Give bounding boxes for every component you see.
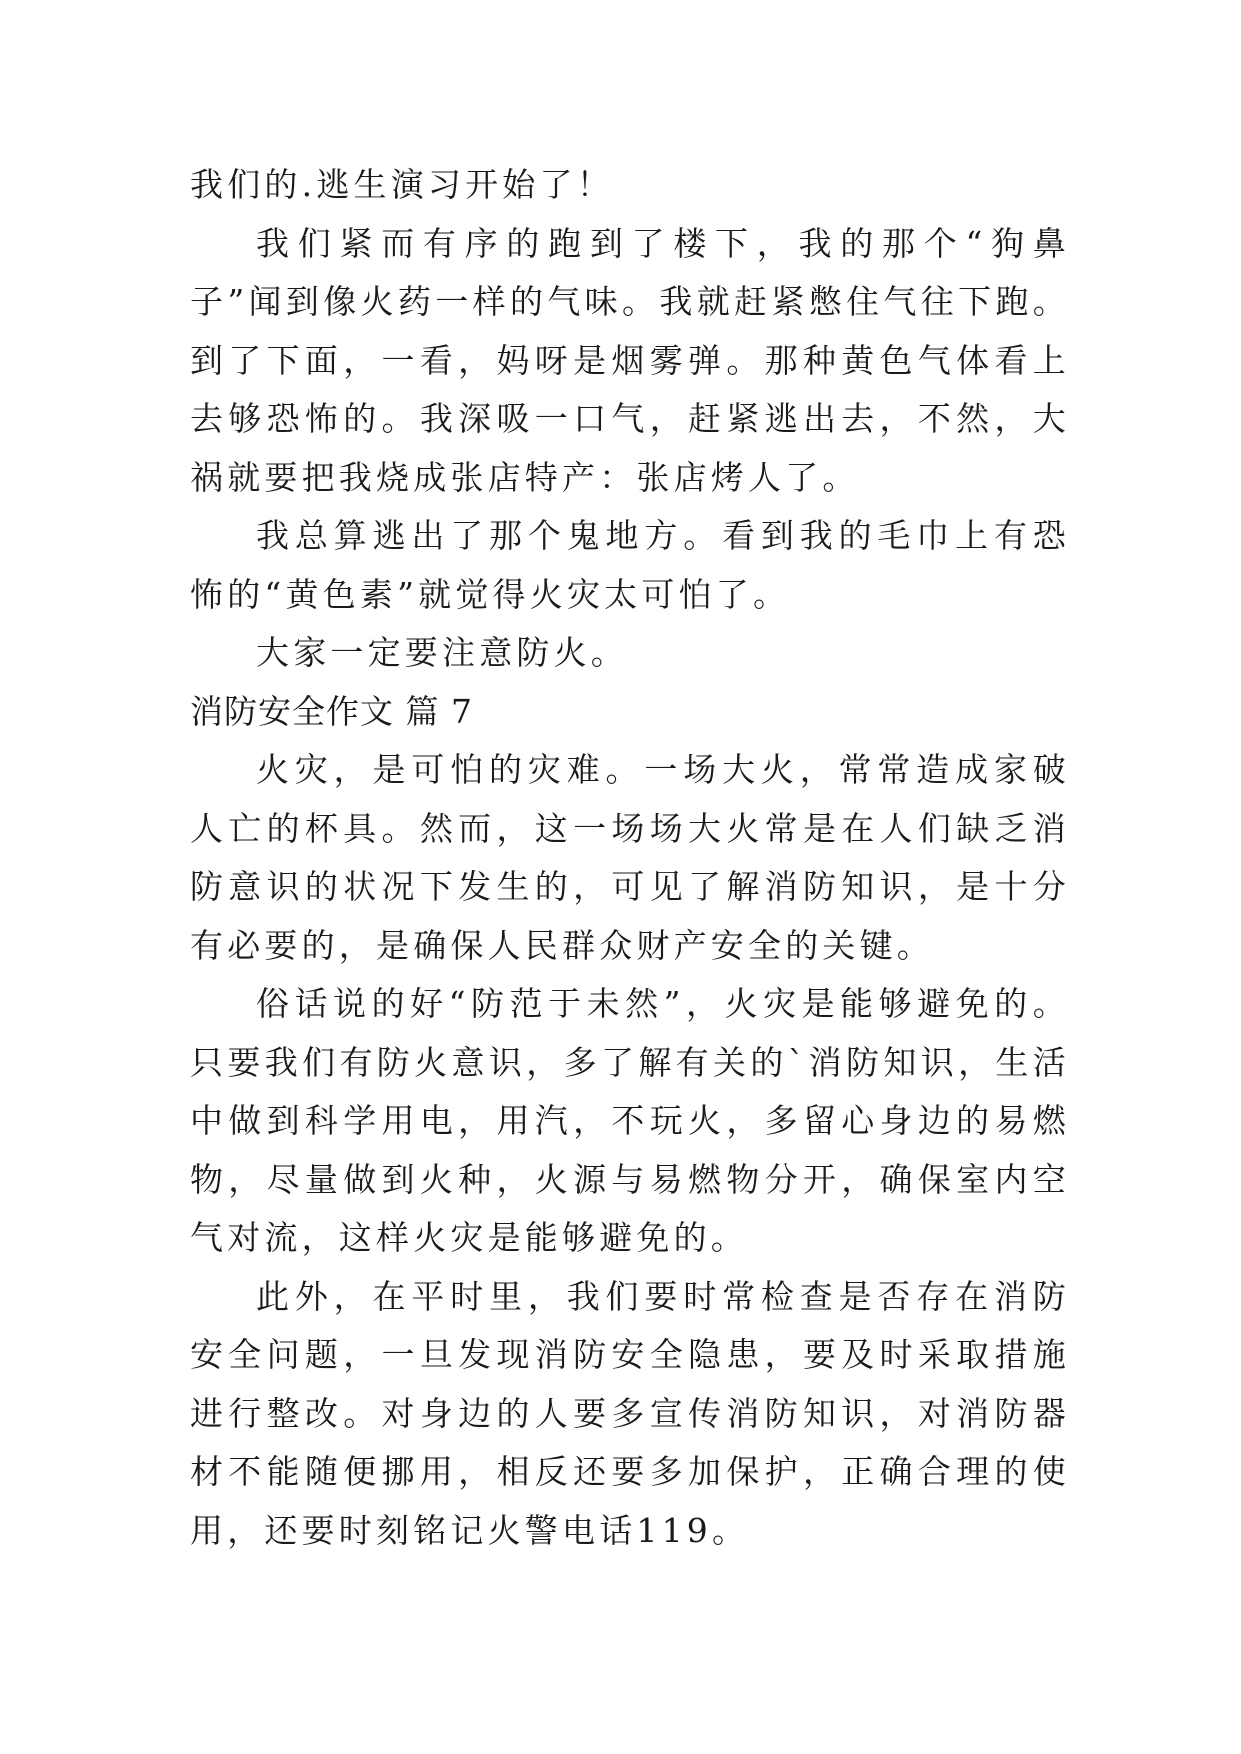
paragraph-prevention: 俗话说的好“防范于未然”，火灾是能够避免的。只要我们有防火意识，多了解有关的`消防知识，生活中做到科学用电，用汽，不玩火，多留心身边的易燃物，尽量做到火种，火源与易燃物分开，确保室内空气对流，这样火灾是能够避免的。 — [190, 984, 1070, 1257]
paragraph-drill-start: 我们的.逃生演习开始了！ — [190, 165, 614, 204]
paragraph-escaped: 我总算逃出了那个鬼地方。看到我的毛巾上有恐怖的“黄色素”就觉得火灾太可怕了。 — [190, 516, 1070, 614]
paragraph-fire-disaster: 火灾，是可怕的灾难。一场大火，常常造成家破人亡的杯具。然而，这一场场大火常是在人们缺乏消防意识的状况下发生的，可见了解消防知识，是十分有必要的，是确保人民群众财产安全的关键。 — [190, 750, 1070, 965]
section-heading: 消防安全作文 篇 7 — [190, 691, 473, 731]
paragraph-fire-prevention-reminder: 大家一定要注意防火。 — [256, 633, 628, 672]
paragraph-running-downstairs: 我们紧而有序的跑到了楼下，我的那个“狗鼻子”闻到像火药一样的气味。我就赶紧憋住气往下跑。到了下面，一看，妈呀是烟雾弹。那种黄色气体看上去够恐怖的。我深吸一口气，赶紧逃出去，不然，大祸就要把我烧成张店特产：张店烤人了。 — [190, 223, 1070, 497]
paragraph-inspection: 此外，在平时里，我们要时常检查是否存在消防安全问题，一旦发现消防安全隐患，要及时采取措施进行整改。对身边的人要多宣传消防知识，对消防器材不能随便挪用，相反还要多加保护，正确合理的使用，还要时刻铭记火警电话119。 — [190, 1276, 1070, 1550]
document-body — [190, 156, 1070, 1560]
